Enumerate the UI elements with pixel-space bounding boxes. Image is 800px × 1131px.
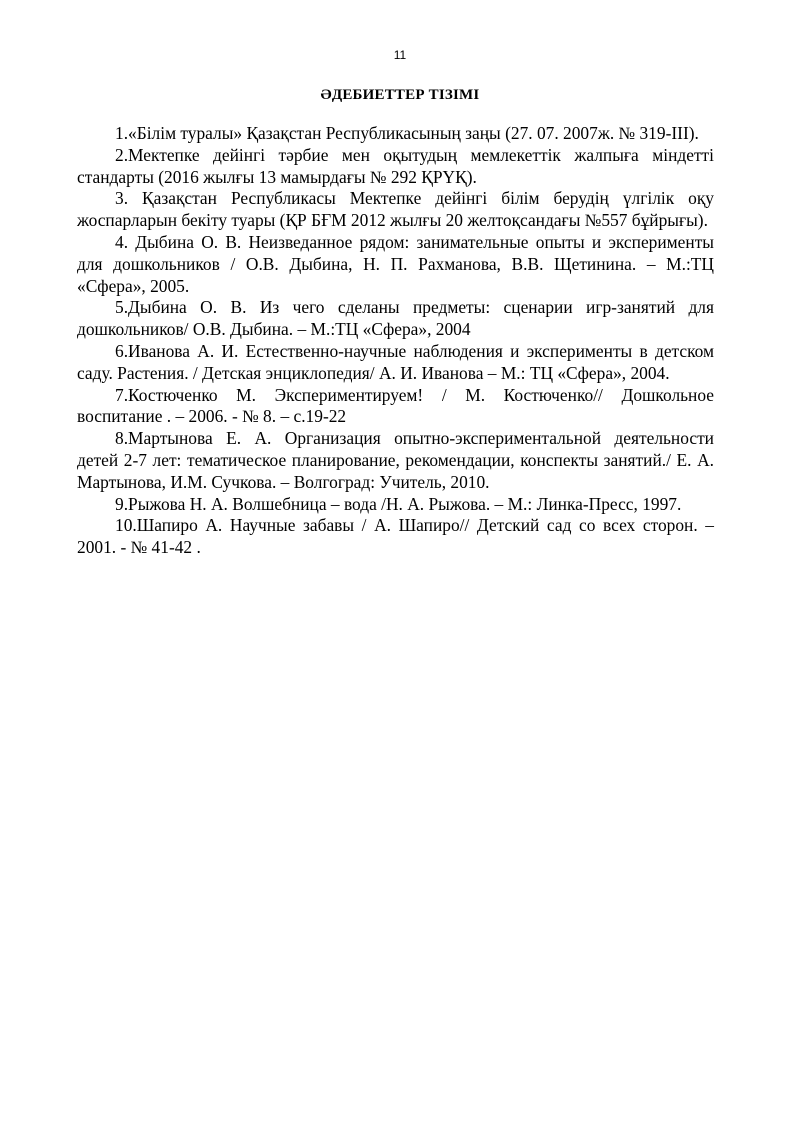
reference-list — [77, 123, 714, 559]
page-number: 11 — [393, 48, 407, 62]
reference-item-3: 3. Қазақстан Республикасы Мектепке дейінгі білім берудің үлгілік оқу жоспарларын бекіту туары (ҚР БҒМ 2012 жылғы 20 желтоқсандағы №557 бұйрығы). — [77, 188, 714, 231]
reference-item-8: 8.Мартынова Е. А. Организация опытно-экспериментальной деятельности детей 2-7 лет: тематическое планирование, рекомендации, конспекты занятий./ Е. А. Мартынова, И.М. Сучкова. – Волгоград: Учитель, 2010. — [77, 428, 714, 492]
reference-item-9: 9.Рыжова Н. А. Волшебница – вода /Н. А. Рыжова. – М.: Линка-Пресс, 1997. — [115, 493, 682, 514]
reference-item-6: 6.Иванова А. И. Естественно-научные наблюдения и эксперименты в детском саду. Растения. / Детская энциклопедия/ А. И. Иванова – М.: ТЦ «Сфера», 2004. — [77, 340, 714, 383]
reference-item-1: 1.«Білім туралы» Қазақстан Республикасының заңы (27. 07. 2007ж. № 319-III). — [115, 123, 699, 143]
reference-item-5: 5.Дыбина О. В. Из чего сделаны предметы: сценарии игр-занятий для дошкольников/ О.В. Дыбина. – М.:ТЦ «Сфера», 2004 — [77, 297, 714, 340]
reference-item-2: 2.Мектепке дейінгі тәрбие мен оқытудың мемлекеттік жалпыға міндетті стандарты (2016 жылғы 13 мамырдағы № 292 ҚРҮҚ). — [77, 144, 714, 187]
reference-item-4: 4. Дыбина О. В. Неизведанное рядом: занимательные опыты и эксперименты для дошкольников / О.В. Дыбина, Н. П. Рахманова, В.В. Щетинина. – М.:ТЦ «Сфера», 2005. — [77, 231, 714, 296]
reference-item-10: 10.Шапиро А. Научные забавы / А. Шапиро// Детский сад со всех сторон. – 2001. - № 41-42 . — [77, 515, 714, 558]
reference-item-7: 7.Костюченко М. Экспериментируем! / М. Костюченко// Дошкольное воспитание . – 2006. - № 8. – с.19-22 — [77, 384, 714, 427]
page-title: ӘДЕБИЕТТЕР ТІЗІМІ — [320, 87, 480, 103]
